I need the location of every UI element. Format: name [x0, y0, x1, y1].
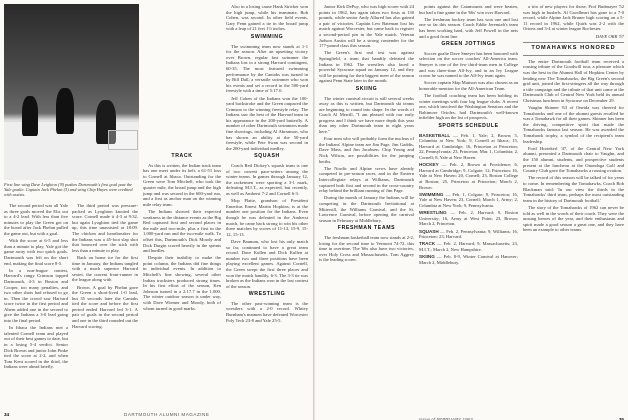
paragraph: Jeff Cohen of the Indians won the 100-yard backstroke and the Green outpaced the Crimson to the winning freestyle relay. The Indians saw the best of the Harvard team in his appearance in the 200-yard butterfly. A number of other Dartmouth swimmers made fine showings, including Al Abramson, who has shown an ability at the 50-yard freestyle, while Pete Swan was second in the 200-yard individual medley.	[226, 95, 308, 151]
paragraph: The freshman basketball team now stands at 2-2, losing for the second time to Vermont 74-72, this time in overtime. The '66s also have two victories, over Holy Cross and Massachusetts. Tom Aggrey is the leading scorer.	[319, 234, 414, 263]
paragraph: Junior Kirk DePuy, who was high scorer with 24 points in 1962, has again taken two firsts at 130 pounds, while senior Andy Allured has also gained a pair of victories. Captain Lew Bateman lost his match against Worcester, but came back to register a second-period pin in the Yale match. Veteran Judson Austin will be a strong contender for the 177-pound class this season.	[319, 4, 414, 49]
paragraph: points against the Catamounts and were beaten, but had a fine game in the '66s' win over Harvard.	[419, 4, 518, 15]
paragraph: In a non-league contest, Harvard's rangy Crimson topped Dartmouth, 4-3 in Boston and Cooper, too many penalties, and two other shots had refused to go in. Then the crowd saw Harvard score twice in the first period and Ahern added one in the second to give the Indians a 3-0 lead going into the final period.	[4, 267, 68, 324]
skiing-heading: SKIING	[355, 85, 378, 92]
paragraph: Soccer goalie Dave Smeyer has been honored with selection on the soccer coaches' All-America team. Smeyer is one of the few third-team men in College and was three-time All-Ivy, and in an Ivy League crown he was named to the All-Ivy team again.	[419, 50, 518, 79]
left-col-4	[226, 4, 308, 325]
paragraph: The swimming team now stands at 1-1 for the season. After an upsetting victory over Brown, regular fast swimmer the Indians lost to a strong Harvard contingent, 60-35. The most featured swimming performance by the Cantabs was turned in by Bill Dall, a versatile swimmer who won his events and set a record in the 500-yard freestyle with a time of 5:17.0.	[226, 43, 308, 94]
schedule-entry: BASKETBALL — Feb. 1, Yale; 2, Brown; 5, Columbia at New York; 9, Cornell at Ithaca; 15, Harvard at Cambridge; 16, Princeton at Princeton; 22, Pennsylvania; 23, Princeton; Mar. 1, Columbia; 2, Cornell; 8, Yale at New Haven.	[419, 132, 519, 161]
photo-caption: First line wing Dave Leighton ('8) pushes Dartmouth's first goal past the Yale goalie. Captain Jack Phelan (3) and wing Chip Hayes were credited with assists.	[4, 182, 133, 198]
issue-date: Issue of FEBRUARY 1963	[419, 417, 473, 420]
right-page	[315, 0, 628, 420]
paragraph: As this is written, the Indian track team has one meet under its belt, a 61-51 loss to Cornell at Ithaca. Outstanding for the Green were Tom Mitchell, who took the quarter mile, the broad jump and the high jump and was second in the 600-yard run, and a first as anchor man on the winning mile relay team.	[143, 162, 221, 207]
page-number: 34	[4, 412, 10, 417]
paragraph: Also in a losing cause Hank Stricker won the high jump, while his teammate, Bob Cohen, was second. In other field events, Gary Fenn gained a tie in the broad jump with a leap of 21 feet 1½ inches.	[226, 4, 308, 32]
schedule-entry: TRACK — Feb. 2, Harvard; 9, Massachusetts; 23, M.I.T.; March 2, New Hampshire.	[419, 241, 518, 252]
wrestling-heading: WRESTLING	[248, 291, 286, 298]
hockey-player-figure	[56, 88, 74, 134]
paragraph: The entire Dartmouth football team received a rousing tribute of the Goodwill tour, a pleasure which was the best in the Alumni Hall of Hopkins Center by lending new The Tomahawks, the Big Green's second grid unit, joined the first-stringers all the way through a title campaign and the tribute of that unit came at the Dartmouth Club of Central New York held its annual Christmas luncheon in Syracuse on December 29.	[523, 58, 624, 103]
schedule-entry: WRESTLING — Feb. 2, Harvard; 9, Boston University; 16, Army at West Point; 23, Brown; March 2, Princeton.	[419, 210, 519, 227]
schedule-entry: SKIING — Feb. 8-9, Winter Carnival at Hanover; March 2, Middlebury.	[419, 254, 519, 265]
section-divider	[523, 42, 624, 43]
right-col-3	[523, 4, 624, 235]
left-col-3	[143, 4, 221, 313]
paragraph: The Green's first real test was against Springfield, a team that handily defeated the Indians in 1962. The wrestlers also faced a powerful Syracuse squad on January 12, and they will be pointing for their biggest meet of the season against Penn State later in the month.	[319, 50, 414, 84]
paragraph: Four men who will probably form the nucleus of the Indians' Alpine team are Jim Page, Jim Gaddis, Dave Mass, and Jim Jacobsen. Chip Young and Nick Wilson, are possibilities for the jumping berths.	[319, 136, 414, 164]
track-heading: TRACK	[171, 153, 193, 159]
left-col-2	[72, 203, 138, 331]
left-footer	[4, 412, 309, 417]
tomahawks-heading: TOMAHAWKS HONORED	[531, 45, 616, 52]
sports-schedule-heading: SPORTS SCHEDULE	[438, 123, 499, 130]
paragraph: Dave Bauman, who lost his only match so far, continued to have a great team record. Dave Kullen and Dick Kullen at number two and three positions have been playing excellent games. Against Cornell, the Green swept the first three places and won the match handily, 6-3. The 3-3 tie was broken as the Indians won in the last contest of the season.	[226, 238, 308, 289]
paragraph: The third period was pressure-packed as Lyoghton knotted the score. Cornell made it 4-3 at 9:32, but again Lyoghton tied the game up, this time unassisted at 18:09. The chicken and heartbreaker for the Indians was a 45-foot slap shot that bounced over the stick with less than a minute to play.	[72, 203, 138, 253]
magazine-title: DARTMOUTH ALUMNI MAGAZINE	[124, 412, 210, 417]
paragraph: The Indians showed their expected weakness in the distance events as the Big Red captured first and second places in the mile and two-mile, plus a first in the 1,000-yard run and the two-mile walk. To offset this, Dartmouth's Dick Moody and Dick Durgin scored heavily in the sprints and hurdles.	[143, 208, 221, 254]
paragraph: Back on home ice for the first time in January, the Indians tangled with a much superior Harvard sextet, the current front-runner in the league along with	[72, 254, 138, 283]
paragraph: Despite their inability to make the point column, the Indians did fine things in individual events. In addition to Mitchell's fine showing, several other Indian tracksters produced strong times. In his first effort of the season, Ken Johnson turned in a 2:17.7 in the 1,000. The winter outdoor season is under way, with Dave Wiemer and Moody, both of whom turned in good marks.	[143, 255, 221, 311]
freshman-teams-heading: FRESHMAN TEAMS	[337, 225, 396, 232]
paragraph: Soccer captain Skip Mattson was also chosen as an honorable mention for the All-American Team.	[419, 80, 518, 91]
paragraph: With the score at 6-5 and less than a minute to play, Yale got the game away with two quick goals. Dartmouth was left on the short end, making the final score 8-5.	[4, 238, 68, 266]
paragraph: The Nordic and Alpine crews have already competed in pre-season races, and in the Eastern Intercollegiate relays at Williams, Dartmouth captured both first and second in the cross-country relay behind the brilliant running of Jim Page.	[319, 165, 414, 194]
section-divider	[523, 55, 624, 56]
hockey-player-figure	[22, 96, 38, 136]
paragraph: The freshman hockey team has won one and lost one so far this season. Coach Eddie Jeremiah's team has been working hard, with Jeff Powell in the nets and a good front line.	[419, 16, 518, 39]
schedule-entry: HOCKEY — Feb. 2, Brown at Providence; 6, Harvard at Cambridge; 9, Colgate; 12, Princeton; 16, Yale at New Haven; 20, Cornell; 23, Boston College at Boston; 25, Princeton at Princeton; March 2, Brown.	[419, 162, 519, 190]
swimming-heading: SWIMMING	[250, 33, 284, 40]
paragraph: The record of this season will be talked of for years to come. In remembering the Tomahawks, Coach Bob Blackman said: 'In our view the thirds in the Tomahawks' third team, perhaps the most outstanding team in the history of Dartmouth football.'	[523, 175, 624, 203]
page-number: 35	[618, 417, 624, 420]
author-signature: DAVE ORR '57	[595, 33, 624, 39]
schedule-entry: SWIMMING — Feb. 1, Colgate; 9, Princeton; 16, Yale at New Haven; 23, Cornell; March 1, Army; 2, Columbia at New York; 9, Pennsylvania.	[419, 191, 518, 208]
sports-schedule	[419, 133, 518, 266]
schedule-entry: SQUASH — Feb. 2, Pennsylvania; 9, Williams; 16, Princeton; 23, Harvard.	[419, 228, 518, 240]
right-col-2	[419, 4, 518, 267]
paragraph: a trio of new players for those, Prof Budmayer '52 was high in bushels. Al Goodheart has gone to a 7-0 record, while Alpine Jack Bruner high scoring on a 5-11 record in 1962, while Quirk was 2-2 with the Orions and 3-4 at winter league Rochester.	[523, 4, 624, 32]
paragraph: During the month of January the Indians will be competing in the Dartmouth Invitational at Mittersill, the Williams Carnival, and the St. Lawrence Carnival, before opening the carnival season in February at Middlebury.	[319, 195, 414, 223]
left-col-1	[4, 203, 68, 372]
paragraph: The football coaching team has been holding its winter meetings with four big league clubs. A recent one, which involved the Washington Senators and the Baltimore Orioles, had Dartmouth's well-known infielder high on the list of prospects.	[419, 93, 518, 121]
paragraph: The story of the Tomahawks of 1962 can never be told as well in the words of their coach. They were the unsung heroes of the year, and their enthusiasm and spirit made a good season a great one, and they have been an example to other teams.	[523, 204, 624, 233]
paragraph: Coach Red Dickey's squash team is one of two current pace-setters among the winter teams. In games through January 12, the racketmen were sporting a 3-1 mark, defeating M.I.T., as expected, but recently, as well as Amherst 7-2 and Cornell 6-3.	[226, 163, 308, 196]
paragraph: Brown. A goal by Phelan gave the Green a short-lived 1-0 lead, but 35 seconds later the Cantabs tied the score and before the first period ended Harvard led 3-1. A pair of goals in the second period and one in the third rounded out the Harvard scoring.	[72, 284, 138, 329]
paragraph: Ford Hortekerl '47, of the Central New York alumni, presented a Dartmouth chair to Vaughn, and the 150 alumni, students, and prospective students present at the luncheon at the Onondaga Golf and Country Club gave the Tomahawks a rousing ovation.	[523, 145, 624, 174]
squash-heading: SQUASH	[254, 153, 280, 160]
paragraph: The second period was all Yale as three goals moved the Elis out to a 4-2 lead. With less than five minutes to play the Green got on the board after Jack Phelan pulled the game out, but with a goal.	[4, 203, 68, 236]
hockey-photo	[4, 4, 139, 180]
paragraph: Mop Platte, grandson of President Emeritus Ernest Martin Hopkins, is at the number one position for the Indians. Even though he was defeated in the Amherst match, he came back strong to win his other three matches by scores of 11-13, 15-9, 15-12, 15-13.	[226, 198, 308, 237]
paragraph: Vaughn Skinner '63 of Oneida was cheered for Tomahawks and one of the alumni guests recalled he was a Tomahawk for all their games. Skinner has been the driving, competitive spirit that made the Tomahawks famous last season. He was awarded the Tomahawk trophy, a symbol of the recipient's team leadership.	[523, 105, 624, 144]
paragraph: The other past-winning team is the wrestlers with a 2-0 record. Whitey Burnham's matmen have defeated Worcester Poly Tech 23-8 and Yale 25-5.	[226, 300, 308, 323]
paragraph: In Ithaca the Indians met a talented Cornell team and played out of their best games to date, but in a losing 5-4 verdict. Senior Dick Brown and junior John Pinke tied the score at 2-2, and when Tom Kent scored in the third, the Indians were ahead briefly.	[4, 325, 68, 370]
paragraph: The winter carnival circuit is still several weeks away as this is written, but Dartmouth ski teams are beginning to round into shape. In the words of Coach Al Merrill, "I am pleased with our early progress and I think we have more depth this year than any other Dartmouth team in eight years here."	[319, 95, 414, 135]
left-page	[0, 0, 313, 420]
hockey-goal-net	[108, 130, 138, 150]
green-jottings-heading: GREEN JOTTINGS	[441, 41, 496, 48]
right-col-1	[319, 4, 414, 265]
